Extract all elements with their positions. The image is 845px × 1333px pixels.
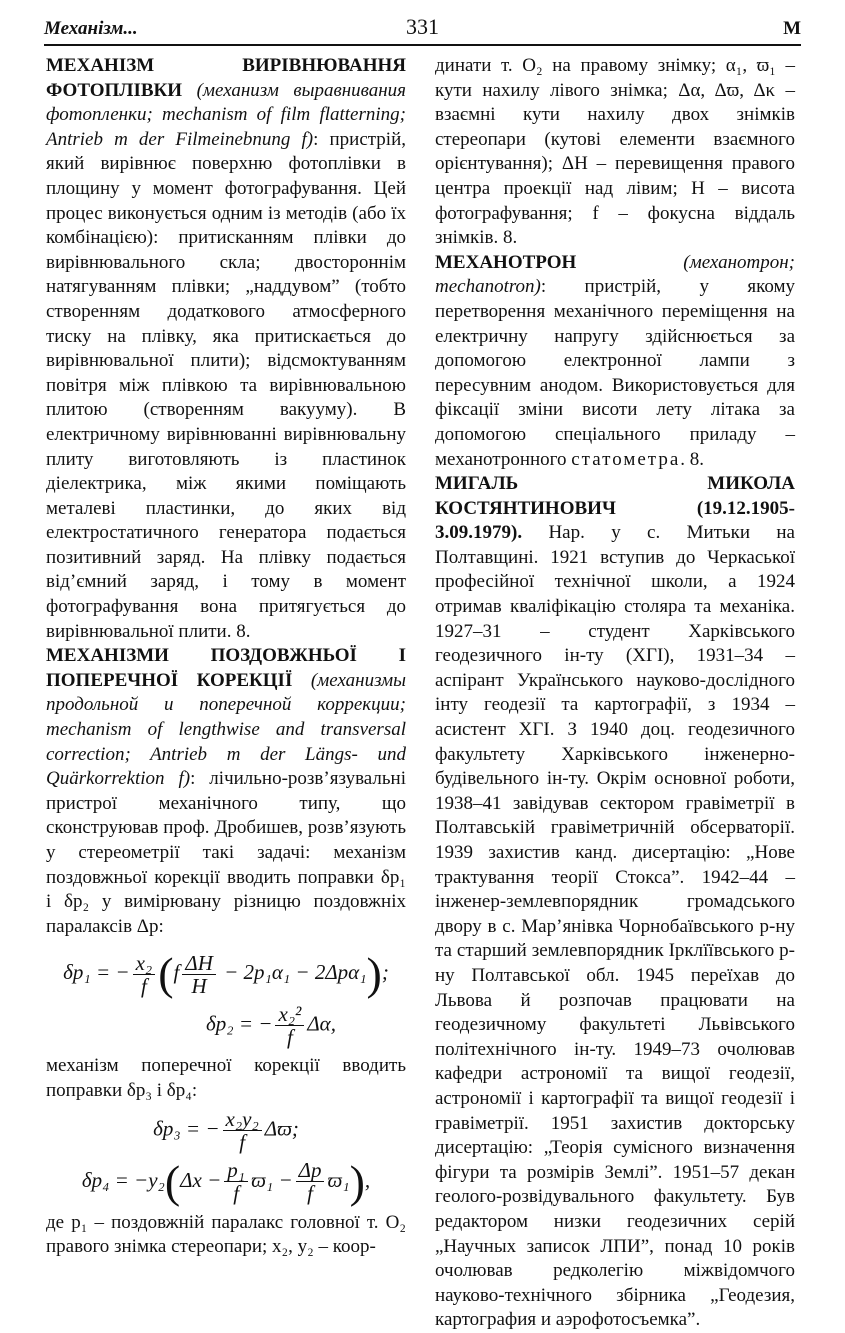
entry-headword: МЕХАНІЗМИ ПОЗДОВЖНЬОЇ І ПОПЕРЕЧНОЇ КОРЕКЦІЇ bbox=[46, 645, 406, 691]
formula-lhs: δp₁ = − bbox=[63, 960, 130, 985]
entry-mechanotron: МЕХАНОТРОН (механотрон; mechanotron): пристрій, у якому перетворення механічного переміщення на електричну напругу здійснюється за допомогою електронної лампи з пересувним анодом. Використовується для фіксації зміни висоти лету літака за допомогою спеціального приладу – механотронного статометра. 8. bbox=[435, 251, 795, 470]
fraction: $\frac{\Delta p}{f}$ bbox=[296, 1159, 325, 1204]
cross-reference: статометра bbox=[571, 448, 681, 470]
entry-continuation: динати т. O₂ на правому знімку; α₁, ϖ₁ – кути нахилу лівого знімка; Δα, Δϖ, Δκ – взаємні кути нахилу двох знімків стереопари (кутові елементи взаємного орієнтування); ΔH – перевищення правого центра проекції над лівим; H – висота фотографування; f – фокусна віддаль знімків. 8. bbox=[435, 55, 795, 249]
entry-headword: МЕХАНОТРОН bbox=[435, 251, 577, 273]
entry-headword: МИГАЛЬ МИКОЛА КОСТЯНТИНОВИЧ (19.12.1905-3.09.1979). bbox=[435, 473, 795, 544]
entry-headword: МЕХАНІЗМ ВИРІВНЮВАННЯ ФОТОПЛІВКИ bbox=[46, 55, 406, 101]
fraction: $\frac{\text{x₂y₂}}{f}$ bbox=[223, 1108, 262, 1153]
entry-correction-mechanisms bbox=[46, 644, 406, 939]
fraction: $\frac{\text{x₂²}}{f}$ bbox=[275, 1003, 304, 1048]
page-number: 331 bbox=[406, 14, 439, 39]
entry-text-mid: механізм поперечної корекції вводить поправки δp₃ і δp₄: bbox=[46, 1055, 406, 1101]
entry-text: : пристрій, у якому перетворення механічного переміщення на електричну напругу здійснюється за допомогою електронної лампи з пересувним анодом. Використовується для фіксації зміни висоти лету літака за допомогою спеціального приладу – механотронного bbox=[435, 276, 795, 470]
formula-delta-p4: δp₄ = −y₂(Δx − $\frac{\text{p₁}}{f}$ ϖ₁ − $\frac{\Delta p}{f}$ ϖ₁), bbox=[81, 1155, 371, 1207]
entry-text: : пристрій, який вирівнює поверхню фотоплівки в площину у момент фотографування. Цей процес виконується одним із методів (або їх комбінацією): притисканням плівки до вирівнювального скла; двостороннім натягуванням плівки; „наддувом” (тобто створенням додаткового атмосферного тиску на плівку, яка притискається до вирівнювальної плити); відсмоктуванням повітря між плівкою та вирівнювальною плитою (створенням вакууму). В електричному вирівнюванні вирівнювальну плиту виготовляють із пластинок діелектрика, між якими поміщають металеві пластинки, до яких від електростатичного генератора подається позитивний заряд. На плівку подається від’ємний заряд, і тому в момент фотографування вона притягується до вирівнювальної плити. 8. bbox=[46, 128, 406, 642]
running-title: Механізм... bbox=[44, 18, 138, 39]
right-column bbox=[435, 54, 795, 1333]
formula-delta-p3: δp₃ = − $\frac{\text{x₂y₂}}{f}$ Δϖ; bbox=[153, 1106, 299, 1154]
formula-delta-p1: δp₁ = − $\frac{\text{x₂}}{f}$ (f $\frac{\Delta H}{H}$ − 2p₁α₁ − 2Δpα₁); bbox=[63, 948, 389, 1000]
formula-delta-p2: δp₂ = − $\frac{\text{x₂²}}{f}$ Δα, bbox=[206, 1002, 336, 1050]
header-rule bbox=[44, 44, 801, 46]
section-letter: М bbox=[783, 18, 801, 39]
page-header bbox=[44, 14, 801, 44]
entry-text-tail: де p₁ – поздовжній паралакс головної т. O₂ правого знімка стереопари; x₂, y₂ – коор- bbox=[46, 1211, 406, 1258]
fraction: $\frac{\text{p₁}}{f}$ bbox=[224, 1159, 248, 1204]
left-column bbox=[46, 54, 406, 1260]
entry-myhal bbox=[435, 472, 795, 1333]
entry-translations: (механизмы продольной и поперечной коррекции; mechanism of lengthwise and transversal correction; Antrieb m der Längs- und Quärkorrektion f) bbox=[46, 669, 407, 790]
fraction: $\frac{\text{x₂}}{f}$ bbox=[133, 952, 156, 997]
fraction: $\frac{\Delta H}{H}$ bbox=[182, 952, 216, 997]
entry-film-flattening bbox=[46, 54, 406, 644]
entry-text: Нар. у с. Митьки на Полтавщині. 1921 вступив до Черкаської професійної технічної школи, а 1924 отримав кваліфікацію столяра та механіка. 1927–31 – студент Харківського геодезичного ін-ту (ХГІ), 1931–34 – аспірант Українського науково-дослідного інту геодезії та картографії, з 1934 – асистент ХГІ. З 1940 доц. геодезичного факультету Харківського інженерно-будівельного ін-ту. Окрім основної роботи, 1938–41 завідував сектором гравіметрії в Полтавській гравіметричній обсерваторії. 1939 захистив канд. дисертацію: „Нове трактування теорії Стокса”. 1942–44 – інженер-землевпорядник громадського двору в с. Мар’янівка Чорнобаївського р-ну та старший землевпорядник Ірклїївського р-ну Полтавської обл. 1945 переїхав до Львова й розпочав працювати на геодезичному факультеті Львівського політехнічного ін-ту. 1949–73 очолював кафедри астрономії та вищої геодезії, астрономії і картографії та вищої геодезії і гравіметрії. 1951 захистив докторську дисертацію: „Теорія сумісного визначення фігури та розмірів Землі”. 1951–57 декан геолого-розвідувального факультету. Був редактором низки геодезичних серій „Научных записок ЛПИ”, понад 10 років очолював редколегію міжвідомчого науково-технічного збірника „Геодезия, картография и аэрофотосъемка”. bbox=[435, 522, 795, 1331]
entry-translations: (механотрон; mechanotron) bbox=[435, 251, 795, 298]
entry-translations: (механизм выравнивания фотопленки; mechanism of film flatterning; Antrieb m der Filmeinebnung f) bbox=[46, 79, 406, 150]
entry-text: : лічильно-розв’язувальні пристрої механічного типу, що сконструював проф. Дробишев, розв’язують у стереометрії такі задачі: механізм поздовжньої корекції вводить поправки δp₁ і δp₂ у вимірювану різницю поздовжніх паралаксів Δp: bbox=[46, 768, 406, 937]
